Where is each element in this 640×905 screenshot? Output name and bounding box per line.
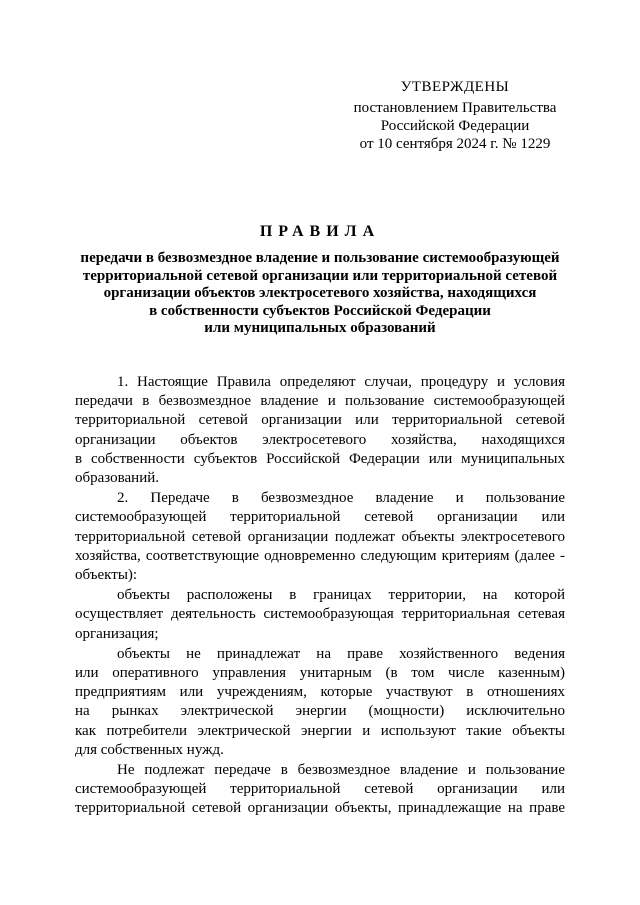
text-line: территориальной сетевой организации подлежат объекты электросетевого [75,528,565,545]
document-title: ПРАВИЛА [259,223,381,240]
text-line: осуществляет деятельность системообразующая территориальная сетевая [75,606,565,623]
subtitle-line: передачи в безвозмездное владение и пользование системообразующей [80,250,560,266]
text-line: системообразующей территориальной сетевой организации или [75,781,565,798]
text-line: или оперативного управления унитарным (в том числе казенным) [75,665,565,682]
paragraph [75,489,565,585]
text-line: объекты расположены в границах территории, на которой [117,587,565,604]
paragraph [75,373,565,488]
text-line: в собственности субъектов Российской Федерации или муниципальных [75,450,565,467]
paragraph [75,761,565,819]
text-line: объекты): [75,567,138,584]
subtitle-line: в собственности субъектов Российской Федерации [149,302,491,319]
paragraph [75,586,565,644]
subtitle-line: организации объектов электросетевого хозяйства, находящихся [103,285,537,302]
text-line: объекты не принадлежат на праве хозяйственного ведения [117,645,565,662]
approval-line: Российской Федерации [380,118,530,134]
approval-line: от 10 сентября 2024 г. № 1229 [359,136,551,152]
text-line: организация; [75,625,159,642]
subtitle-line: или муниципальных образований [204,320,436,337]
text-line: для собственных нужд. [75,741,224,758]
text-line: территориальной сетевой организации или территориальной сетевой [75,412,565,429]
paragraph [75,645,565,760]
subtitle-line: территориальной сетевой организации или территориальной сетевой [82,267,558,284]
text-line: как потребители электрической энергии и используют такие объекты [75,722,565,739]
text-line: передачи в безвозмездное владение и пользование системообразующей [75,393,565,410]
approval-block [340,78,570,153]
text-line: хозяйства, соответствующие одновременно следующим критериям (далее - [75,547,565,564]
document-body [75,373,565,820]
text-line: 2. Передаче в безвозмездное владение и пользование [117,490,565,507]
text-line: на рынках электрической энергии (мощности) исключительно [75,703,565,720]
document-subtitle [70,250,570,338]
approval-heading: УТВЕРЖДЕНЫ [400,79,510,95]
text-line: Не подлежат передаче в безвозмездное владение и пользование [117,762,565,779]
text-line: организации объектов электросетевого хозяйства, находящихся [75,431,565,448]
approval-line: постановлением Правительства [353,100,557,116]
text-line: системообразующей территориальной сетевой организации или [75,509,565,526]
text-line: образований. [75,470,160,487]
text-line: 1. Настоящие Правила определяют случаи, процедуру и условия [117,374,565,390]
text-line: территориальной сетевой организации объекты, принадлежащие на праве [75,800,565,817]
text-line: предприятиям или учреждениям, которые участвуют в отношениях [75,684,565,701]
